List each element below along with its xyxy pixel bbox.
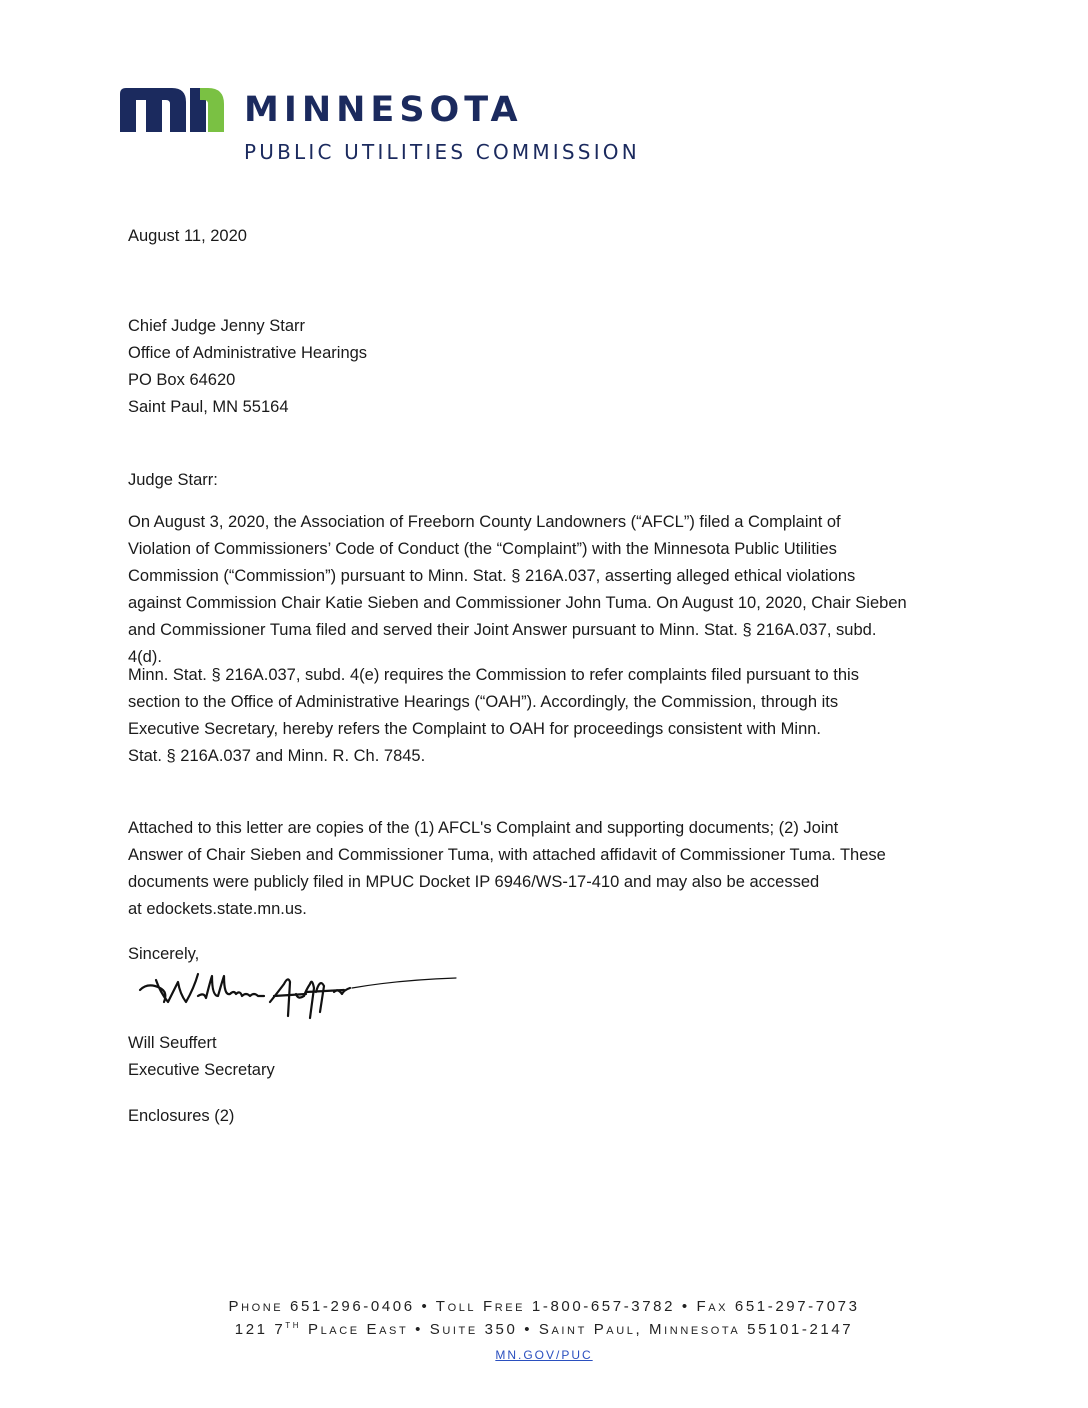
letterhead-logo	[120, 88, 660, 168]
suite: SUITE 350	[429, 1321, 518, 1338]
body-paragraph-2	[128, 662, 968, 770]
bullet-icon: •	[421, 1298, 430, 1315]
paragraph-line: Minn. Stat. § 216A.037, subd. 4(e) requires the Commission to refer complaints filed pursuant to this	[128, 666, 859, 684]
footer-address-line	[0, 1321, 1088, 1338]
signer-title: Executive Secretary	[128, 1061, 275, 1079]
paragraph-line: documents were publicly filed in MPUC Docket IP 6946/WS-17-410 and may also be accessed	[128, 873, 820, 891]
bullet-icon: •	[524, 1321, 533, 1338]
city: SAINT PAUL, MINNESOTA	[538, 1321, 741, 1338]
mn-logo-icon	[120, 88, 224, 132]
paragraph-line: Violation of Commissioners’ Code of Conduct (the “Complaint”) with the Minnesota Public Utilities	[128, 540, 837, 558]
paragraph-line: Stat. § 216A.037 and Minn. R. Ch. 7845.	[128, 747, 426, 765]
zip-code: 55101-2147	[747, 1321, 854, 1338]
street-name: PLACE EAST	[307, 1321, 409, 1338]
street-number-text: 121 7	[234, 1321, 286, 1338]
enclosures-note: Enclosures (2)	[128, 1107, 235, 1125]
website-link[interactable]: MN.GOV/PUC	[495, 1348, 593, 1362]
phone-label: PHONE	[228, 1298, 284, 1315]
fax-number: 651-297-7073	[734, 1298, 860, 1315]
paragraph-line: section to the Office of Administrative Hearings (“OAH”). Accordingly, the Commission, through its	[128, 693, 839, 711]
street-number	[235, 1321, 301, 1338]
bullet-icon: •	[415, 1321, 423, 1338]
footer-contact-line	[0, 1298, 1088, 1315]
signature-icon	[138, 962, 458, 1022]
bullet-icon: •	[681, 1298, 690, 1315]
paragraph-line: Answer of Chair Sieben and Commissioner Tuma, with attached affidavit of Commissioner Tuma. These	[128, 846, 886, 864]
salutation: Judge Starr:	[128, 471, 218, 489]
fax-label: FAX	[696, 1298, 729, 1315]
closing: Sincerely,	[128, 945, 200, 963]
paragraph-line: Attached to this letter are copies of the (1) AFCL's Complaint and supporting documents; (2) Joint	[128, 819, 839, 837]
paragraph-line: Executive Secretary, hereby refers the Complaint to OAH for proceedings consistent with Minn.	[128, 720, 822, 738]
tollfree-label: TOLL FREE	[435, 1298, 526, 1315]
recipient-po-box: PO Box 64620	[128, 371, 236, 389]
body-paragraph-1	[128, 509, 968, 671]
signer-name: Will Seuffert	[128, 1034, 217, 1052]
paragraph-line: Commission (“Commission”) pursuant to Minn. Stat. § 216A.037, asserting alleged ethical violations	[128, 567, 856, 585]
paragraph-line: at edockets.state.mn.us.	[128, 900, 307, 918]
org-name: MINNESOTA	[244, 90, 523, 130]
paragraph-line: against Commission Chair Katie Sieben and Commissioner John Tuma. On August 10, 2020, Chair Sieben	[128, 594, 907, 612]
paragraph-line: and Commissioner Tuma filed and served their Joint Answer pursuant to Minn. Stat. § 216A.037, subd.	[128, 621, 877, 639]
body-paragraph-3	[128, 815, 968, 923]
ordinal-suffix: TH	[285, 1321, 302, 1330]
recipient-office: Office of Administrative Hearings	[128, 344, 368, 362]
org-subtitle: PUBLIC UTILITIES COMMISSION	[244, 140, 640, 164]
footer-website-line	[0, 1346, 1088, 1363]
paragraph-line: 4(d).	[128, 648, 162, 666]
recipient-city: Saint Paul, MN 55164	[128, 398, 289, 416]
tollfree-number: 1-800-657-3782	[531, 1298, 676, 1315]
recipient-name: Chief Judge Jenny Starr	[128, 317, 306, 335]
letter-date: August 11, 2020	[128, 227, 247, 245]
paragraph-line: On August 3, 2020, the Association of Freeborn County Landowners (“AFCL”) filed a Complaint of	[128, 513, 841, 531]
phone-number: 651-296-0406	[290, 1298, 415, 1315]
